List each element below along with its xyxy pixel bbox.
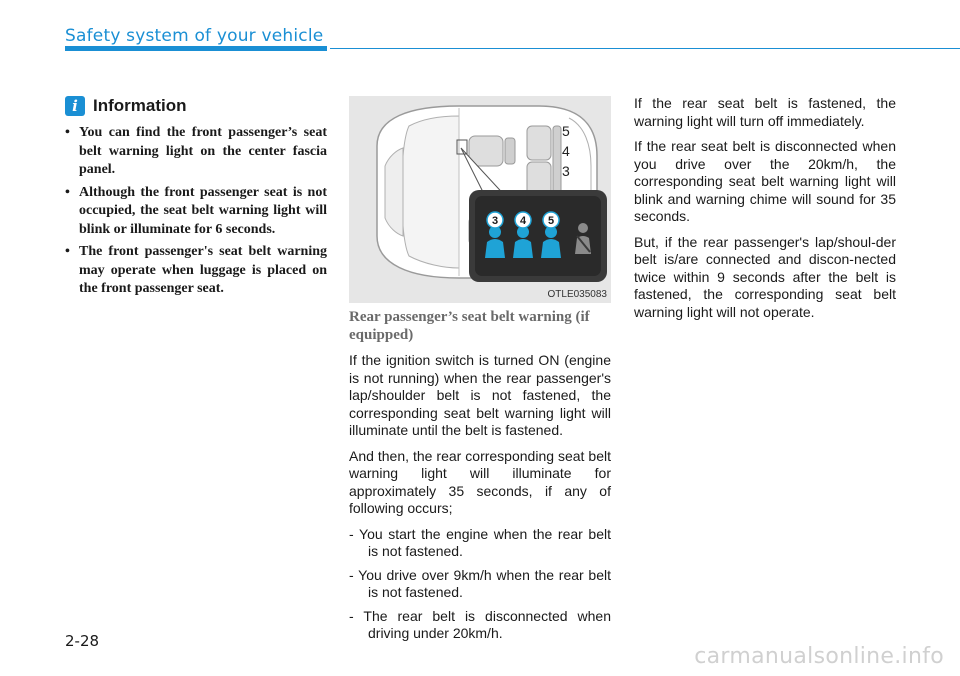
rear-seat-label: 3	[562, 163, 570, 179]
condition-item: - You drive over 9km/h when the rear belt is not fastened.	[349, 566, 611, 600]
condition-item: - You start the engine when the rear belt is not fastened.	[349, 525, 611, 559]
rear-seat-label: 5	[562, 123, 570, 139]
rear-seat-belt-indicator-panel	[469, 190, 607, 282]
information-box	[65, 96, 327, 303]
information-heading	[65, 96, 327, 116]
right-column-paragraph: If the rear seat belt is disconnected when you drive over the 20km/h, the corresponding seat belt warning light will blink and warning chime will sound for 35 seconds.	[634, 138, 896, 224]
information-bullets	[65, 124, 327, 299]
info-icon: i	[65, 96, 85, 116]
rear-section-paragraph: And then, the rear corresponding seat belt warning light will illuminate for approximately 35 seconds, if any of following occurs;	[349, 447, 611, 516]
right-column-text	[634, 95, 896, 329]
rear-section-paragraph: If the ignition switch is turned ON (engine is not running) when the rear passenger's lap/shoulder belt is not fastened, the corresponding seat belt warning light will illuminate until the belt is fastened.	[349, 352, 611, 438]
information-bullet: • Although the front passenger seat is not occupied, the seat belt warning light will blink or illuminate for 6 seconds.	[65, 184, 327, 240]
rear-seat-belt-section	[349, 308, 611, 649]
header-rule	[330, 48, 960, 49]
indicator-seat-number: 3	[491, 215, 499, 227]
indicator-seat-number: 5	[547, 215, 555, 227]
seat-belt-warning-figure	[349, 96, 611, 303]
right-column-paragraph: If the rear seat belt is fastened, the warning light will turn off immediately.	[634, 95, 896, 129]
information-bullet: • The front passenger's seat belt warning may operate when luggage is placed on the front passenger seat.	[65, 243, 327, 299]
rear-section-title: Rear passenger’s seat belt warning (if equipped)	[349, 309, 590, 343]
watermark: carmanualsonline.info	[694, 644, 944, 669]
indicator-seat-number: 4	[519, 215, 527, 227]
information-title: Information	[93, 96, 187, 115]
page-number: 2-28	[65, 632, 100, 650]
condition-item: - The rear belt is disconnected when driving under 20km/h.	[349, 607, 611, 641]
right-column-paragraph: But, if the rear passenger's lap/shoul-der belt is/are connected and discon-nected twice within 9 seconds after the belt is fastened, the corresponding seat belt warning light will not operate.	[634, 233, 896, 320]
car-top-view-illustration	[349, 96, 611, 303]
rear-seat-label: 4	[562, 143, 570, 159]
section-title: Safety system of your vehicle	[65, 26, 324, 46]
header-accent-bar	[65, 46, 327, 51]
information-bullet: • You can find the front passenger’s seat belt warning light on the center fascia panel.	[65, 124, 327, 180]
figure-caption: OTLE035083	[547, 289, 607, 300]
